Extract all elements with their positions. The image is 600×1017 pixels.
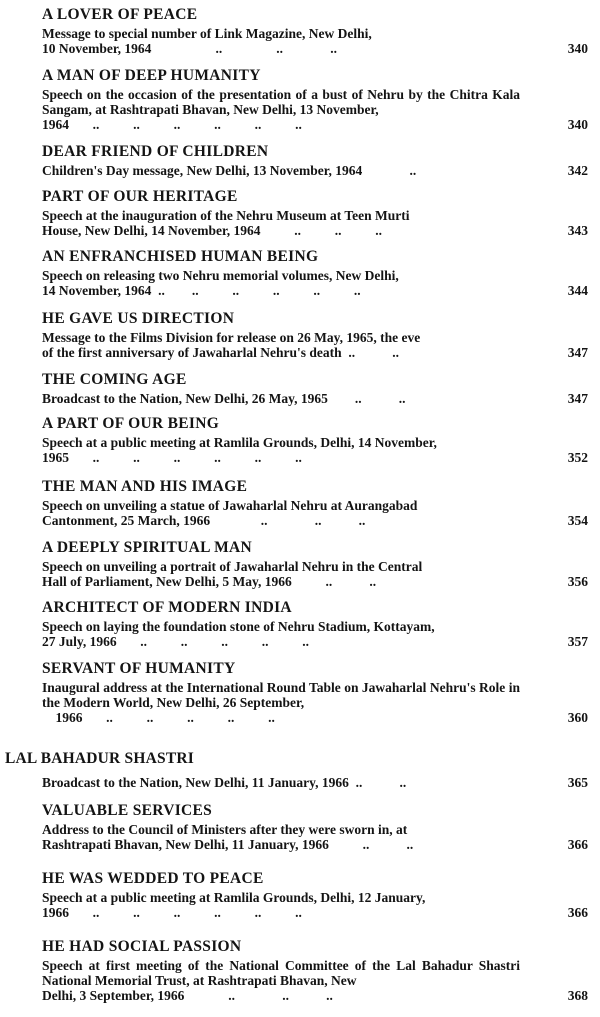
entry-page-number: 368 <box>567 988 588 1003</box>
entry-page-number: 343 <box>567 223 588 238</box>
entry-description-row <box>42 822 592 852</box>
entry-description <box>42 26 520 56</box>
entry-description-last-line: Hall of Parliament, New Delhi, 5 May, 1966 .. .. <box>42 574 377 589</box>
entry-description-last-line: 1966 .. .. .. .. .. .. <box>42 905 302 920</box>
entry-title: A MAN OF DEEP HUMANITY <box>42 67 261 84</box>
entry-description-last-line: 1964 .. .. .. .. .. .. <box>42 117 302 132</box>
entry-page-number: 365 <box>567 775 588 790</box>
entry-title: A DEEPLY SPIRITUAL MAN <box>42 539 253 556</box>
entry-page-number: 344 <box>567 283 588 298</box>
entry-description-row <box>42 268 592 298</box>
toc-entry <box>42 773 592 790</box>
entry-description-last-line: 10 November, 1964 .. .. .. <box>42 41 337 56</box>
toc-entry <box>42 870 592 920</box>
entry-description-text: Speech on unveiling a portrait of Jawaharlal Nehru in the Central <box>42 559 423 574</box>
toc-entry <box>42 6 592 56</box>
entry-title: DEAR FRIEND OF CHILDREN <box>42 143 269 160</box>
entry-title: HE HAD SOCIAL PASSION <box>42 938 242 955</box>
entry-page-number: 354 <box>567 513 588 528</box>
entry-description-row <box>42 391 592 406</box>
entry-description <box>42 87 520 132</box>
toc-entry <box>42 188 592 238</box>
entry-description <box>42 775 520 790</box>
entry-title: THE COMING AGE <box>42 371 187 388</box>
entry-description-text: Speech at a public meeting at Ramlila Grounds, Delhi, 12 January, <box>42 890 426 905</box>
entry-description-text: Message to the Films Division for release on 26 May, 1965, the eve <box>42 330 421 345</box>
entry-description-row <box>42 163 592 178</box>
toc-entry <box>42 802 592 852</box>
entry-description <box>42 498 520 528</box>
entry-description <box>42 958 520 1003</box>
entry-page-number: 340 <box>567 117 588 132</box>
entry-description-row <box>42 559 592 589</box>
entry-description-last-line: Broadcast to the Nation, New Delhi, 11 January, 1966 .. .. <box>42 775 407 790</box>
entry-description <box>42 822 520 852</box>
entry-description-row <box>42 619 592 649</box>
entry-description-last-line: Broadcast to the Nation, New Delhi, 26 May, 1965 .. .. <box>42 391 406 406</box>
entry-page-number: 356 <box>567 574 588 589</box>
entry-description-text: Speech on unveiling a statue of Jawaharlal Nehru at Aurangabad <box>42 498 418 513</box>
entry-description-text: Speech at first meeting of the National Committee of the Lal Bahadur Shastri National Memorial Trust, at Rashtrapati Bhavan, New <box>42 958 520 988</box>
entry-title: SERVANT OF HUMANITY <box>42 660 236 677</box>
entry-description-last-line: 27 July, 1966 .. .. .. .. .. <box>42 634 310 649</box>
entry-description-last-line: 14 November, 1964 .. .. .. .. .. .. <box>42 283 361 298</box>
entry-description <box>42 890 520 920</box>
entry-title: THE MAN AND HIS IMAGE <box>42 478 248 495</box>
entry-description-last-line: House, New Delhi, 14 November, 1964 .. .. .. <box>42 223 382 238</box>
entry-description-row <box>42 87 592 132</box>
toc-entry <box>42 67 592 132</box>
toc-entry <box>42 660 592 725</box>
entry-description <box>42 559 520 589</box>
entry-title: HE GAVE US DIRECTION <box>42 310 235 327</box>
entry-description-row <box>42 26 592 56</box>
toc-entry <box>42 478 592 528</box>
entry-description <box>42 268 520 298</box>
toc-entry <box>42 415 592 465</box>
entry-title: AN ENFRANCHISED HUMAN BEING <box>42 248 319 265</box>
entry-description-row <box>42 498 592 528</box>
entry-description-text: Speech at a public meeting at Ramlila Grounds, Delhi, 14 November, <box>42 435 437 450</box>
entry-description-row <box>42 775 592 790</box>
entry-description-text: Address to the Council of Ministers after they were sworn in, at <box>42 822 408 837</box>
entry-description <box>42 391 520 406</box>
entry-page-number: 340 <box>567 41 588 56</box>
entry-description <box>42 619 520 649</box>
toc-entry <box>42 938 592 1003</box>
entry-title: ARCHITECT OF MODERN INDIA <box>42 599 292 616</box>
entry-description-text: Speech at the inauguration of the Nehru Museum at Teen Murti <box>42 208 410 223</box>
entry-description-text: Inaugural address at the International Round Table on Jawaharlal Nehru's Role in the Modern World, New Delhi, 26 September, <box>42 680 520 710</box>
entry-page-number: 360 <box>567 710 588 725</box>
entry-page-number: 347 <box>567 345 588 360</box>
entry-description-text: Speech on releasing two Nehru memorial volumes, New Delhi, <box>42 268 399 283</box>
entry-description-last-line: Rashtrapati Bhavan, New Delhi, 11 January, 1966 .. .. <box>42 837 414 852</box>
entry-description-last-line: Cantonment, 25 March, 1966 .. .. .. <box>42 513 366 528</box>
entry-title: PART OF OUR HERITAGE <box>42 188 238 205</box>
entry-description-row <box>42 890 592 920</box>
entry-page-number: 352 <box>567 450 588 465</box>
entry-page-number: 347 <box>567 391 588 406</box>
entry-description-text: Message to special number of Link Magazine, New Delhi, <box>42 26 372 41</box>
entry-description <box>42 680 520 725</box>
toc-entry <box>42 371 592 406</box>
entry-page-number: 357 <box>567 634 588 649</box>
toc-entry <box>42 143 592 178</box>
toc-entry <box>42 310 592 360</box>
entry-description-last-line: Delhi, 3 September, 1966 .. .. .. <box>42 988 333 1003</box>
entry-description-last-line: of the first anniversary of Jawaharlal Nehru's death .. .. <box>42 345 399 360</box>
entry-description-last-line: 1965 .. .. .. .. .. .. <box>42 450 302 465</box>
entry-description <box>42 330 520 360</box>
entry-description-last-line: 1966 .. .. .. .. .. <box>42 710 275 725</box>
entry-description-row <box>42 680 592 725</box>
section-heading: LAL BAHADUR SHASTRI <box>5 750 194 767</box>
entry-description <box>42 163 520 178</box>
entry-page-number: 366 <box>567 837 588 852</box>
entry-description-row <box>42 958 592 1003</box>
entry-title: A LOVER OF PEACE <box>42 6 198 23</box>
entry-description <box>42 435 520 465</box>
toc-entry <box>42 599 592 649</box>
entry-description-row <box>42 435 592 465</box>
toc-entry <box>42 248 592 298</box>
entry-description-row <box>42 330 592 360</box>
toc-entry <box>42 539 592 589</box>
entry-description-row <box>42 208 592 238</box>
entry-title: VALUABLE SERVICES <box>42 802 213 819</box>
entry-page-number: 366 <box>567 905 588 920</box>
entry-page-number: 342 <box>567 163 588 178</box>
entry-description-text: Speech on laying the foundation stone of Nehru Stadium, Kottayam, <box>42 619 435 634</box>
entry-title: HE WAS WEDDED TO PEACE <box>42 870 264 887</box>
entry-description-last-line: Children's Day message, New Delhi, 13 November, 1964 .. <box>42 163 417 178</box>
entry-description-text: Speech on the occasion of the presentation of a bust of Nehru by the Chitra Kala Sangam, at Rashtrapati Bhavan, New Delhi, 13 November, <box>42 87 520 117</box>
entry-description <box>42 208 520 238</box>
entry-title: A PART OF OUR BEING <box>42 415 220 432</box>
